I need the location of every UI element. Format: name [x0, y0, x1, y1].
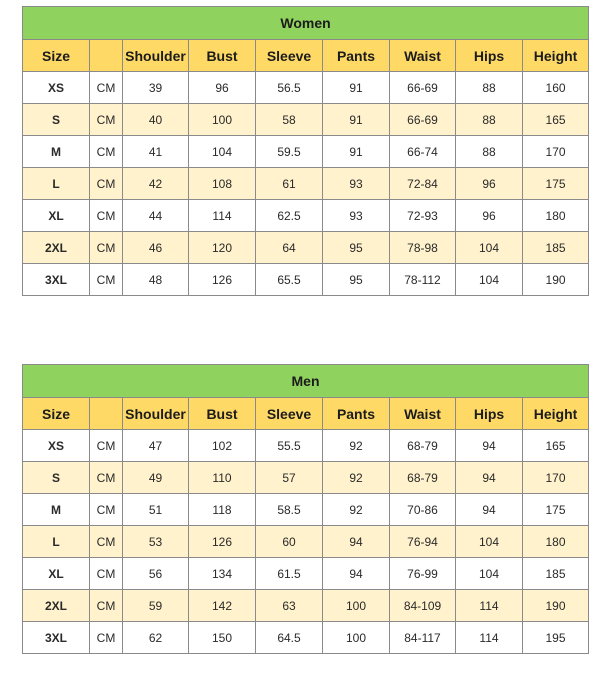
- unit-cell: CM: [90, 72, 123, 104]
- measurement-cell: 88: [456, 72, 523, 104]
- measurement-cell: 68-79: [390, 462, 456, 494]
- measurement-cell: 96: [189, 72, 256, 104]
- measurement-cell: 94: [456, 430, 523, 462]
- measurement-cell: 160: [523, 72, 589, 104]
- unit-cell: CM: [90, 430, 123, 462]
- table-row: [23, 494, 589, 526]
- measurement-cell: 61.5: [256, 558, 323, 590]
- measurement-cell: 46: [123, 232, 189, 264]
- measurement-cell: 66-69: [390, 72, 456, 104]
- measurement-cell: 51: [123, 494, 189, 526]
- column-header: Size: [23, 40, 90, 72]
- measurement-cell: 78-98: [390, 232, 456, 264]
- size-cell: M: [23, 494, 90, 526]
- measurement-cell: 100: [323, 590, 390, 622]
- column-header: Hips: [456, 40, 523, 72]
- size-cell: XL: [23, 200, 90, 232]
- measurement-cell: 64.5: [256, 622, 323, 654]
- table-title: Men: [23, 365, 589, 398]
- column-header: Bust: [189, 398, 256, 430]
- measurement-cell: 88: [456, 104, 523, 136]
- unit-cell: CM: [90, 168, 123, 200]
- measurement-cell: 94: [323, 526, 390, 558]
- measurement-cell: 108: [189, 168, 256, 200]
- measurement-cell: 63: [256, 590, 323, 622]
- size-cell: XS: [23, 72, 90, 104]
- column-header: Sleeve: [256, 40, 323, 72]
- measurement-cell: 150: [189, 622, 256, 654]
- unit-cell: CM: [90, 104, 123, 136]
- measurement-cell: 40: [123, 104, 189, 136]
- size-cell: M: [23, 136, 90, 168]
- measurement-cell: 76-94: [390, 526, 456, 558]
- measurement-cell: 92: [323, 462, 390, 494]
- measurement-cell: 94: [456, 462, 523, 494]
- measurement-cell: 62.5: [256, 200, 323, 232]
- column-header-row: [23, 40, 589, 72]
- measurement-cell: 104: [189, 136, 256, 168]
- column-header: Bust: [189, 40, 256, 72]
- measurement-cell: 180: [523, 526, 589, 558]
- measurement-cell: 55.5: [256, 430, 323, 462]
- column-header: Sleeve: [256, 398, 323, 430]
- measurement-cell: 60: [256, 526, 323, 558]
- measurement-cell: 93: [323, 168, 390, 200]
- measurement-cell: 72-84: [390, 168, 456, 200]
- table-row: [23, 526, 589, 558]
- table-row: [23, 200, 589, 232]
- unit-cell: CM: [90, 622, 123, 654]
- measurement-cell: 94: [323, 558, 390, 590]
- measurement-cell: 175: [523, 168, 589, 200]
- measurement-cell: 104: [456, 558, 523, 590]
- table-row: [23, 72, 589, 104]
- measurement-cell: 62: [123, 622, 189, 654]
- measurement-cell: 39: [123, 72, 189, 104]
- unit-cell: CM: [90, 232, 123, 264]
- size-cell: L: [23, 168, 90, 200]
- size-cell: XS: [23, 430, 90, 462]
- column-header: Waist: [390, 40, 456, 72]
- measurement-cell: 88: [456, 136, 523, 168]
- measurement-cell: 56.5: [256, 72, 323, 104]
- measurement-cell: 48: [123, 264, 189, 296]
- table-row: [23, 264, 589, 296]
- measurement-cell: 114: [189, 200, 256, 232]
- men-size-table: [22, 364, 589, 654]
- measurement-cell: 49: [123, 462, 189, 494]
- size-cell: 3XL: [23, 264, 90, 296]
- table-row: [23, 430, 589, 462]
- measurement-cell: 93: [323, 200, 390, 232]
- measurement-cell: 84-117: [390, 622, 456, 654]
- unit-cell: CM: [90, 526, 123, 558]
- unit-cell: CM: [90, 462, 123, 494]
- column-header: [90, 398, 123, 430]
- size-cell: XL: [23, 558, 90, 590]
- unit-cell: CM: [90, 200, 123, 232]
- unit-cell: CM: [90, 558, 123, 590]
- column-header-row: [23, 398, 589, 430]
- measurement-cell: 95: [323, 232, 390, 264]
- measurement-cell: 53: [123, 526, 189, 558]
- table-row: [23, 136, 589, 168]
- measurement-cell: 66-74: [390, 136, 456, 168]
- measurement-cell: 110: [189, 462, 256, 494]
- table-row: [23, 590, 589, 622]
- unit-cell: CM: [90, 590, 123, 622]
- measurement-cell: 142: [189, 590, 256, 622]
- measurement-cell: 91: [323, 72, 390, 104]
- measurement-cell: 47: [123, 430, 189, 462]
- measurement-cell: 56: [123, 558, 189, 590]
- measurement-cell: 94: [456, 494, 523, 526]
- table-title: Women: [23, 7, 589, 40]
- measurement-cell: 185: [523, 232, 589, 264]
- measurement-cell: 104: [456, 264, 523, 296]
- measurement-cell: 100: [189, 104, 256, 136]
- measurement-cell: 68-79: [390, 430, 456, 462]
- measurement-cell: 190: [523, 590, 589, 622]
- table-row: [23, 168, 589, 200]
- table-row: [23, 558, 589, 590]
- measurement-cell: 78-112: [390, 264, 456, 296]
- measurement-cell: 70-86: [390, 494, 456, 526]
- measurement-cell: 95: [323, 264, 390, 296]
- measurement-cell: 100: [323, 622, 390, 654]
- women-size-table: [22, 6, 589, 296]
- column-header: Height: [523, 398, 589, 430]
- measurement-cell: 58: [256, 104, 323, 136]
- size-cell: 3XL: [23, 622, 90, 654]
- measurement-cell: 64: [256, 232, 323, 264]
- measurement-cell: 57: [256, 462, 323, 494]
- measurement-cell: 134: [189, 558, 256, 590]
- measurement-cell: 165: [523, 430, 589, 462]
- measurement-cell: 195: [523, 622, 589, 654]
- table-row: [23, 462, 589, 494]
- measurement-cell: 84-109: [390, 590, 456, 622]
- unit-cell: CM: [90, 494, 123, 526]
- measurement-cell: 76-99: [390, 558, 456, 590]
- measurement-cell: 190: [523, 264, 589, 296]
- measurement-cell: 175: [523, 494, 589, 526]
- size-cell: S: [23, 104, 90, 136]
- size-cell: S: [23, 462, 90, 494]
- measurement-cell: 104: [456, 526, 523, 558]
- size-cell: L: [23, 526, 90, 558]
- column-header: [90, 40, 123, 72]
- measurement-cell: 96: [456, 168, 523, 200]
- measurement-cell: 170: [523, 136, 589, 168]
- measurement-cell: 114: [456, 590, 523, 622]
- table-row: [23, 104, 589, 136]
- column-header: Waist: [390, 398, 456, 430]
- measurement-cell: 120: [189, 232, 256, 264]
- column-header: Shoulder: [123, 40, 189, 72]
- column-header: Size: [23, 398, 90, 430]
- size-cell: 2XL: [23, 232, 90, 264]
- column-header: Shoulder: [123, 398, 189, 430]
- measurement-cell: 72-93: [390, 200, 456, 232]
- column-header: Hips: [456, 398, 523, 430]
- column-header: Height: [523, 40, 589, 72]
- measurement-cell: 96: [456, 200, 523, 232]
- measurement-cell: 118: [189, 494, 256, 526]
- measurement-cell: 44: [123, 200, 189, 232]
- column-header: Pants: [323, 40, 390, 72]
- measurement-cell: 126: [189, 264, 256, 296]
- table-row: [23, 232, 589, 264]
- measurement-cell: 170: [523, 462, 589, 494]
- measurement-cell: 92: [323, 494, 390, 526]
- measurement-cell: 42: [123, 168, 189, 200]
- measurement-cell: 66-69: [390, 104, 456, 136]
- measurement-cell: 102: [189, 430, 256, 462]
- measurement-cell: 91: [323, 136, 390, 168]
- size-cell: 2XL: [23, 590, 90, 622]
- measurement-cell: 92: [323, 430, 390, 462]
- measurement-cell: 91: [323, 104, 390, 136]
- measurement-cell: 126: [189, 526, 256, 558]
- measurement-cell: 114: [456, 622, 523, 654]
- measurement-cell: 65.5: [256, 264, 323, 296]
- measurement-cell: 61: [256, 168, 323, 200]
- measurement-cell: 180: [523, 200, 589, 232]
- measurement-cell: 59.5: [256, 136, 323, 168]
- unit-cell: CM: [90, 264, 123, 296]
- measurement-cell: 41: [123, 136, 189, 168]
- measurement-cell: 104: [456, 232, 523, 264]
- table-row: [23, 622, 589, 654]
- measurement-cell: 185: [523, 558, 589, 590]
- measurement-cell: 165: [523, 104, 589, 136]
- measurement-cell: 58.5: [256, 494, 323, 526]
- column-header: Pants: [323, 398, 390, 430]
- measurement-cell: 59: [123, 590, 189, 622]
- unit-cell: CM: [90, 136, 123, 168]
